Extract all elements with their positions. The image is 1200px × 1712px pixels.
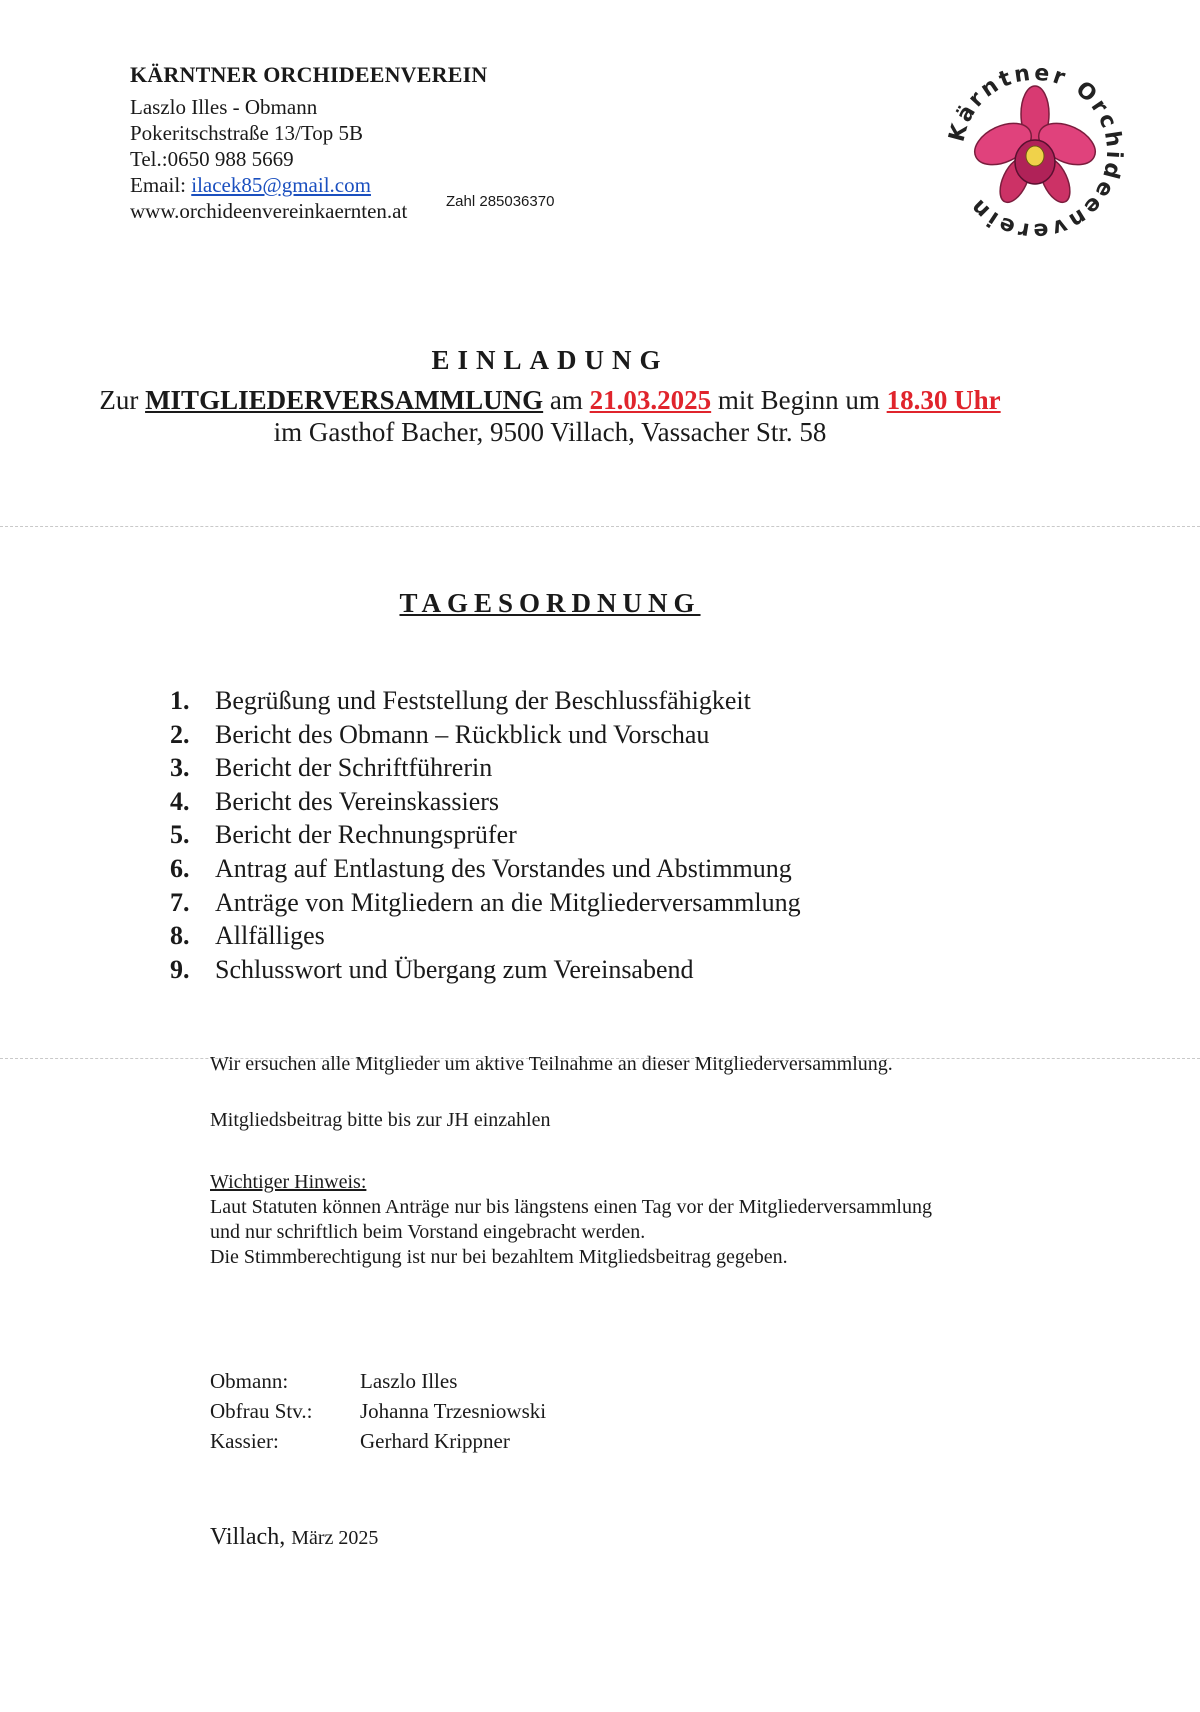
- agenda-text: Bericht des Obmann – Rückblick und Vorschau: [215, 719, 710, 749]
- agenda-text: Schlusswort und Übergang zum Vereinsabend: [215, 954, 694, 984]
- meeting-date: 21.03.2025: [589, 385, 712, 415]
- street-address: Pokeritschstraße 13/Top 5B: [130, 121, 363, 145]
- website: www.orchideenvereinkaernten.at: [130, 199, 408, 223]
- officer-name: Laszlo Illes: [360, 1369, 458, 1393]
- logo-text: Kärntner Orchideenverein: [944, 60, 1127, 244]
- on-label: am: [543, 385, 590, 415]
- hinweis-line: Laut Statuten können Anträge nur bis längstens einen Tag vor der Mitgliederversammlung: [210, 1196, 932, 1218]
- agenda-number: 6.: [170, 853, 190, 883]
- intro-prefix: Zur: [99, 385, 146, 415]
- hinweis-line: und nur schriftlich beim Vorstand eingebracht werden.: [210, 1221, 646, 1243]
- officer-name: Johanna Trzesniowski: [360, 1399, 547, 1423]
- officer-row: [210, 1426, 546, 1456]
- agenda-item: [170, 718, 801, 752]
- agenda-title: TAGESORDNUNG: [399, 588, 701, 618]
- meeting-time: 18.30 Uhr: [886, 385, 1001, 415]
- footer-date: März 2025: [291, 1527, 379, 1549]
- officer-role: Kassier:: [210, 1429, 279, 1453]
- hinweis-block: [210, 1170, 932, 1270]
- agenda-number: 7.: [170, 887, 190, 917]
- email-link[interactable]: ilacek85@gmail.com: [191, 173, 371, 197]
- agenda-item: [170, 751, 801, 785]
- agenda-item: [170, 886, 801, 920]
- zahl-number: Zahl 285036370: [446, 193, 555, 210]
- agenda-item: [170, 919, 801, 953]
- agenda-text: Begrüßung und Feststellung der Beschlussfähigkeit: [215, 686, 751, 715]
- place-date: [210, 1524, 378, 1551]
- officer-role: Obmann:: [210, 1369, 289, 1393]
- agenda-item: [170, 818, 801, 852]
- fee-note: Mitgliedsbeitrag bitte bis zur JH einzahlen: [210, 1109, 551, 1131]
- agenda-number: 9.: [170, 954, 190, 984]
- officers-list: [210, 1366, 546, 1456]
- start-label: mit Beginn um: [711, 385, 887, 415]
- invitation-title: EINLADUNG: [431, 345, 669, 375]
- agenda-number: 3.: [170, 753, 190, 783]
- invitation-line: [0, 384, 1100, 416]
- agenda-text: Allfälliges: [215, 921, 325, 951]
- agenda-text: Bericht des Vereinskassiers: [215, 786, 500, 816]
- officer-row: [210, 1366, 546, 1396]
- meeting-location: im Gasthof Bacher, 9500 Villach, Vassacher Str. 58: [273, 417, 827, 447]
- agenda-number: 8.: [170, 921, 190, 951]
- org-name: KÄRNTNER ORCHIDEENVEREIN: [130, 62, 488, 87]
- agenda-text: Bericht der Schriftführerin: [215, 753, 493, 783]
- footer-place: Villach,: [210, 1524, 292, 1550]
- agenda-number: 4.: [170, 786, 190, 816]
- officer-role: Obfrau Stv.:: [210, 1399, 313, 1423]
- phone: Tel.:0650 988 5669: [130, 147, 294, 171]
- email-label: Email:: [130, 173, 192, 197]
- meeting-type: MITGLIEDERVERSAMMLUNG: [145, 385, 544, 415]
- agenda-text: Anträge von Mitgliedern an die Mitgliederversammlung: [215, 887, 801, 917]
- officer-row: [210, 1396, 546, 1426]
- agenda-item: [170, 953, 801, 987]
- agenda-item: [170, 684, 801, 718]
- agenda-item: [170, 852, 801, 886]
- orchid-logo: [935, 52, 1135, 252]
- agenda-number: 5.: [170, 820, 190, 850]
- agenda-number: 1.: [170, 686, 190, 715]
- hinweis-title: Wichtiger Hinweis:: [210, 1171, 367, 1193]
- participation-note: Wir ersuchen alle Mitglieder um aktive Teilnahme an dieser Mitgliederversammlung.: [210, 1053, 893, 1075]
- email-line: [130, 173, 371, 197]
- agenda-text: Antrag auf Entlastung des Vorstandes und Abstimmung: [215, 853, 792, 883]
- contact-person: Laszlo Illes - Obmann: [130, 95, 318, 119]
- hinweis-line: Die Stimmberechtigung ist nur bei bezahltem Mitgliedsbeitrag gegeben.: [210, 1246, 788, 1268]
- agenda-item: [170, 785, 801, 819]
- agenda-number: 2.: [170, 719, 190, 749]
- officer-name: Gerhard Krippner: [360, 1429, 510, 1453]
- fold-line: [0, 526, 1200, 527]
- agenda-list: [170, 684, 801, 986]
- agenda-text: Bericht der Rechnungsprüfer: [215, 820, 517, 850]
